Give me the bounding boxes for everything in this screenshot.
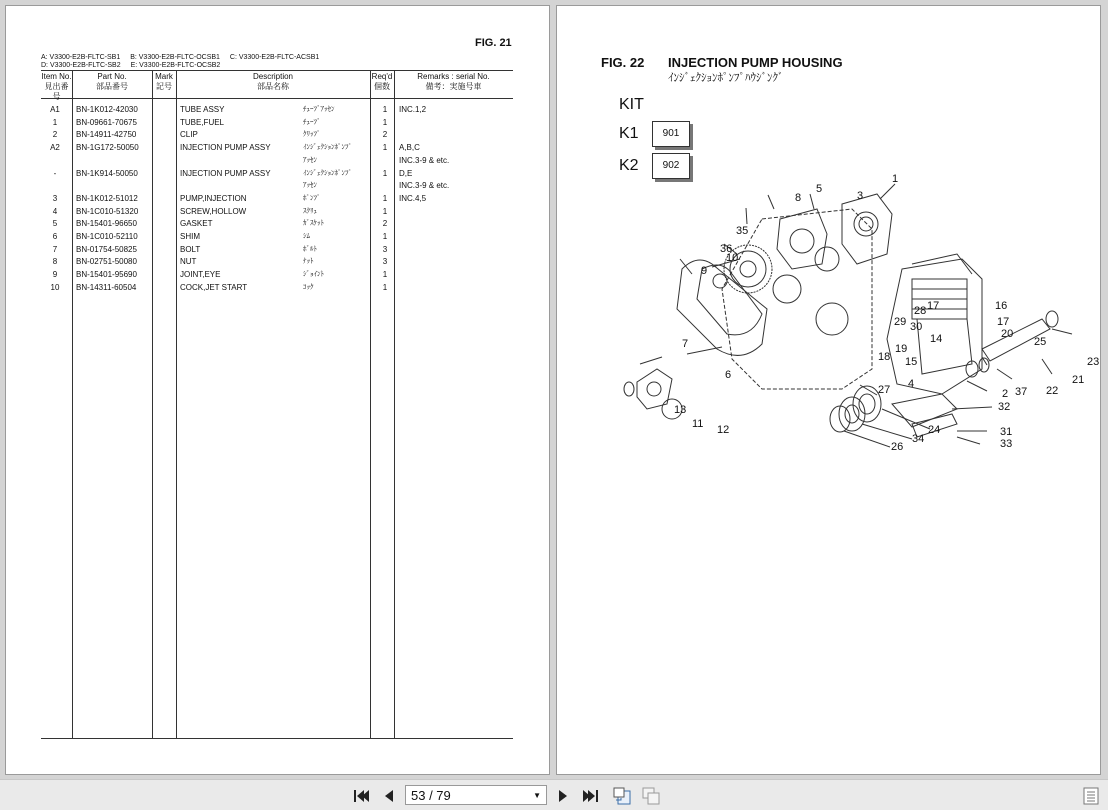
kit-k1-label: K1 bbox=[619, 125, 639, 142]
last-page-icon bbox=[582, 788, 600, 804]
model-e: E: V3300-E2B-FLTC-OCSB2 bbox=[130, 62, 221, 69]
quantity-cell: 1 bbox=[382, 105, 388, 114]
table-row bbox=[41, 129, 513, 142]
item-no-cell: 8 bbox=[52, 257, 58, 267]
callout-3: 3 bbox=[857, 190, 864, 202]
quantity-cell: 1 bbox=[382, 282, 388, 292]
part-no-cell: BN-02751-50080 bbox=[76, 257, 137, 267]
callout-23: 23 bbox=[1087, 356, 1100, 368]
item-no-cell: 10 bbox=[50, 282, 60, 292]
callout-11: 11 bbox=[692, 418, 704, 430]
description-cell: INJECTION PUMP ASSY bbox=[180, 143, 271, 153]
right-page bbox=[556, 5, 1101, 775]
header-reqd: Req'd 個数 bbox=[371, 72, 393, 91]
quantity-cell: 1 bbox=[382, 117, 388, 127]
callout-28: 28 bbox=[914, 305, 927, 317]
header-mark: Mark 記号 bbox=[155, 72, 173, 91]
previous-page-button[interactable] bbox=[378, 785, 400, 807]
previous-page-icon bbox=[382, 788, 396, 804]
remarks-cell: INC.1,2 bbox=[399, 105, 427, 114]
item-no-cell: 4 bbox=[52, 206, 58, 216]
callout-10: 10 bbox=[726, 252, 739, 264]
description-jp-cell: ﾎﾞﾙﾄ bbox=[303, 245, 317, 253]
callout-34: 34 bbox=[912, 433, 925, 445]
description-jp-cell: ｱｯｾﾝ bbox=[303, 182, 317, 190]
table-bottom-rule bbox=[41, 738, 513, 739]
part-no-cell: BN-1C010-52110 bbox=[76, 232, 138, 241]
callout-20: 20 bbox=[1001, 328, 1014, 340]
description-jp-cell: ｸﾘｯﾌﾟ bbox=[303, 131, 321, 139]
description-cell: PUMP,INJECTION bbox=[180, 193, 247, 203]
description-jp-cell: ｺｯｸ bbox=[303, 283, 314, 291]
model-a: A: V3300-E2B-FLTC-SB1 bbox=[41, 54, 121, 61]
callout-33: 33 bbox=[1000, 438, 1013, 450]
item-no-cell: 2 bbox=[52, 130, 58, 140]
left-page bbox=[5, 5, 550, 775]
page-indicator: 53 / 79 bbox=[411, 788, 451, 803]
callout-19: 19 bbox=[895, 343, 908, 355]
fit-width-icon bbox=[641, 786, 661, 806]
viewer-toolbar bbox=[0, 779, 1108, 810]
callout-6: 6 bbox=[725, 369, 732, 381]
table-top-rule bbox=[41, 70, 513, 71]
part-no-cell: BN-1G172-50050 bbox=[76, 143, 139, 153]
part-no-cell: BN-09661-70675 bbox=[76, 117, 137, 127]
callout-27: 27 bbox=[878, 384, 891, 396]
callout-35: 35 bbox=[736, 225, 749, 237]
model-b: B: V3300-E2B-FLTC-OCSB1 bbox=[130, 54, 220, 61]
quantity-cell: 2 bbox=[382, 219, 388, 229]
callout-17a: 17 bbox=[927, 300, 940, 312]
description-jp-cell: ｼﾞｮｲﾝﾄ bbox=[303, 271, 324, 279]
callout-7: 7 bbox=[682, 338, 689, 350]
description-cell: TUBE,FUEL bbox=[180, 117, 225, 127]
callout-18: 18 bbox=[878, 351, 891, 363]
part-no-cell: BN-1C010-51320 bbox=[76, 206, 139, 216]
kit-label: KIT bbox=[619, 96, 644, 113]
callout-2: 2 bbox=[1002, 388, 1009, 400]
callout-8: 8 bbox=[795, 192, 802, 204]
callout-26: 26 bbox=[891, 441, 904, 453]
first-page-icon bbox=[352, 788, 370, 804]
table-row bbox=[41, 142, 513, 155]
remarks-cell: A,B,C bbox=[399, 143, 420, 153]
description-cell: SHIM bbox=[180, 232, 200, 241]
description-jp-cell: ﾁｭｰﾌﾞｱｯｾﾝ bbox=[303, 106, 335, 113]
callout-12: 12 bbox=[717, 424, 730, 436]
description-cell: TUBE ASSY bbox=[180, 105, 225, 114]
quantity-cell: 3 bbox=[382, 257, 388, 267]
page-title-jp: ｲﾝｼﾞｪｸｼｮﾝﾎﾟﾝﾌﾟﾊｳｼﾞﾝｸﾞ bbox=[668, 72, 784, 84]
remarks-cell: INC.4,5 bbox=[399, 193, 427, 203]
callout-21: 21 bbox=[1072, 374, 1085, 386]
quantity-cell: 3 bbox=[382, 244, 388, 254]
description-jp-cell: ﾎﾟﾝﾌﾟ bbox=[303, 194, 321, 202]
table-row bbox=[41, 269, 513, 282]
description-jp-cell: ｲﾝｼﾞｪｸｼｮﾝﾎﾟﾝﾌﾟ bbox=[303, 144, 352, 152]
description-cell: CLIP bbox=[180, 130, 198, 140]
fit-width-button[interactable] bbox=[640, 785, 662, 807]
fit-page-button[interactable] bbox=[611, 785, 633, 807]
header-remarks: Remarks : serial No. 備考：実施号車 bbox=[417, 72, 490, 91]
remarks-cell: D,E bbox=[399, 168, 413, 178]
item-no-cell: 3 bbox=[52, 193, 58, 203]
sidebar-toggle-button[interactable] bbox=[1080, 785, 1102, 807]
description-jp-cell: ﾅｯﾄ bbox=[303, 258, 314, 266]
quantity-cell: 1 bbox=[382, 232, 388, 241]
fig-label: FIG. 21 bbox=[475, 37, 512, 49]
model-c: C: V3300-E2B-FLTC-ACSB1 bbox=[229, 54, 320, 61]
kit-k1-code: 901 bbox=[652, 121, 690, 147]
quantity-cell: 1 bbox=[382, 193, 388, 203]
callout-1: 1 bbox=[892, 173, 899, 185]
parts-table bbox=[41, 70, 513, 739]
quantity-cell: 1 bbox=[382, 143, 388, 153]
description-cell: SCREW,HOLLOW bbox=[180, 206, 247, 216]
callout-5: 5 bbox=[816, 183, 823, 195]
last-page-button[interactable] bbox=[580, 785, 602, 807]
next-page-button[interactable] bbox=[552, 785, 574, 807]
description-cell: NUT bbox=[180, 257, 197, 267]
description-jp-cell: ｼﾑ bbox=[303, 233, 310, 240]
quantity-cell: 1 bbox=[382, 168, 388, 178]
part-no-cell: BN-14311-60504 bbox=[76, 282, 137, 292]
table-row bbox=[41, 218, 513, 231]
item-no-cell: A2 bbox=[50, 143, 60, 153]
description-jp-cell: ｽｸﾘｭ bbox=[303, 207, 317, 215]
table-row bbox=[41, 104, 513, 117]
description-cell: BOLT bbox=[180, 244, 201, 254]
part-no-cell: BN-15401-95690 bbox=[76, 270, 137, 280]
model-list bbox=[41, 54, 327, 70]
table-row bbox=[41, 168, 513, 181]
page-select[interactable] bbox=[405, 785, 547, 805]
description-jp-cell: ﾁｭｰﾌﾞ bbox=[303, 118, 321, 126]
description-cell: GASKET bbox=[180, 219, 213, 229]
chevron-down-icon: ▼ bbox=[533, 791, 541, 800]
callout-36: 36 bbox=[720, 243, 733, 255]
callout-4: 4 bbox=[908, 378, 915, 390]
callout-16: 16 bbox=[995, 300, 1008, 312]
table-row bbox=[41, 282, 513, 295]
sidebar-toggle-icon bbox=[1083, 787, 1099, 805]
next-page-icon bbox=[556, 788, 570, 804]
first-page-button[interactable] bbox=[350, 785, 372, 807]
table-row bbox=[41, 206, 513, 219]
header-part-no: Part No. 部品番号 bbox=[96, 72, 128, 91]
table-row bbox=[41, 231, 513, 244]
header-item-no: Item No. 見出番号 bbox=[41, 72, 72, 101]
item-no-cell: 1 bbox=[52, 117, 58, 127]
callout-37: 37 bbox=[1015, 386, 1028, 398]
part-no-cell: BN-1K012-42030 bbox=[76, 105, 138, 114]
callout-24: 24 bbox=[928, 424, 941, 436]
exploded-parts-diagram bbox=[612, 169, 1100, 459]
kit-k2-code: 902 bbox=[652, 153, 690, 179]
item-no-cell: 9 bbox=[52, 270, 58, 280]
remarks-cell: INC.3-9 & etc. bbox=[399, 181, 450, 191]
item-no-cell: - bbox=[53, 168, 57, 178]
item-no-cell: 5 bbox=[52, 219, 58, 229]
header-description: Description 部品名称 bbox=[252, 72, 293, 91]
quantity-cell: 2 bbox=[382, 130, 388, 140]
callout-15: 15 bbox=[905, 356, 918, 368]
description-jp-cell: ｶﾞｽｹｯﾄ bbox=[303, 220, 324, 228]
fit-page-icon bbox=[612, 786, 632, 806]
callout-25: 25 bbox=[1034, 336, 1047, 348]
callout-31: 31 bbox=[1000, 426, 1013, 438]
part-no-cell: BN-1K914-50050 bbox=[76, 168, 138, 178]
item-no-cell: 7 bbox=[52, 244, 58, 254]
table-row bbox=[41, 193, 513, 206]
table-row bbox=[41, 244, 513, 257]
description-cell: INJECTION PUMP ASSY bbox=[180, 168, 271, 178]
quantity-cell: 1 bbox=[382, 206, 388, 216]
description-cell: COCK,JET START bbox=[180, 282, 248, 292]
callout-22: 22 bbox=[1046, 385, 1059, 397]
model-d: D: V3300-E2B-FLTC-SB2 bbox=[41, 62, 121, 69]
table-row bbox=[41, 180, 513, 193]
remarks-cell: INC.3-9 & etc. bbox=[399, 155, 450, 165]
page-title: INJECTION PUMP HOUSING bbox=[668, 55, 843, 70]
callout-32: 32 bbox=[998, 401, 1011, 413]
table-header-rule bbox=[41, 98, 513, 99]
table-row bbox=[41, 155, 513, 168]
callout-17b: 17 bbox=[997, 316, 1010, 328]
part-no-cell: BN-01754-50825 bbox=[76, 244, 137, 254]
part-no-cell: BN-14911-42750 bbox=[76, 130, 137, 140]
table-row bbox=[41, 256, 513, 269]
item-no-cell: 6 bbox=[52, 232, 58, 241]
fig-label: FIG. 22 bbox=[601, 55, 645, 70]
table-row bbox=[41, 117, 513, 130]
kit-k2-label: K2 bbox=[619, 157, 639, 174]
part-no-cell: BN-1K012-51012 bbox=[76, 193, 138, 203]
description-jp-cell: ｲﾝｼﾞｪｸｼｮﾝﾎﾟﾝﾌﾟ bbox=[303, 169, 352, 177]
callout-9: 9 bbox=[701, 265, 708, 277]
callout-14: 14 bbox=[930, 333, 943, 345]
callout-29: 29 bbox=[894, 316, 907, 328]
quantity-cell: 1 bbox=[382, 270, 388, 280]
part-no-cell: BN-15401-96650 bbox=[76, 219, 137, 229]
item-no-cell: A1 bbox=[50, 105, 60, 114]
description-cell: JOINT,EYE bbox=[180, 270, 221, 280]
callout-13: 13 bbox=[674, 404, 687, 416]
description-jp-cell: ｱｯｾﾝ bbox=[303, 156, 317, 164]
callout-30: 30 bbox=[910, 321, 923, 333]
